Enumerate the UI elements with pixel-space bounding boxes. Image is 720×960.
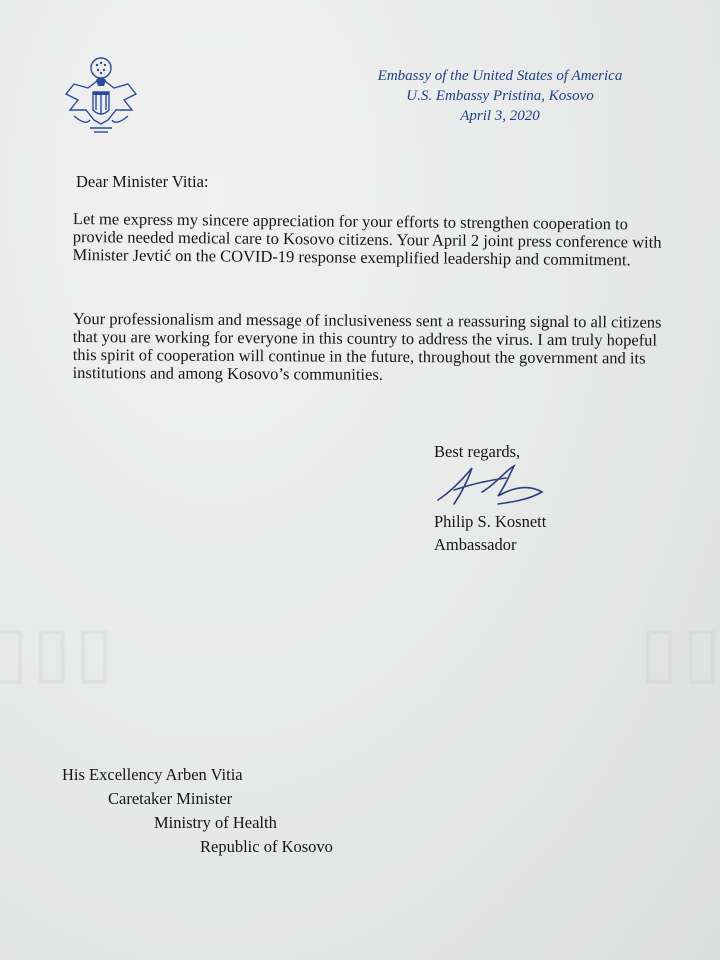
salutation: Dear Minister Vitia: xyxy=(76,172,209,191)
letterhead-embassy: Embassy of the United States of America xyxy=(377,68,623,84)
body-paragraph-1: Let me express my sincere appreciation for your efforts to strengthen cooperation to provide needed medical care to Kosovo citizens. Your April 2 joint press conference with Minister Jevtić on the COVID-19 response exemplified leadership and commitment. xyxy=(72,209,662,270)
recipient-country: Republic of Kosovo xyxy=(200,837,333,856)
signer-title: Ambassador xyxy=(434,535,517,554)
recipient-name: His Excellency Arben Vitia xyxy=(62,765,243,784)
letterhead-location: U.S. Embassy Pristina, Kosovo xyxy=(406,88,594,104)
watermark-right xyxy=(640,610,720,693)
letterhead xyxy=(330,66,670,126)
body-paragraph-2: Your professionalism and message of inclusiveness sent a reassuring signal to all citizens that you are working for everyone in this country to address the virus. I am truly hopeful this spirit of cooperation will continue in the future, throughout the government and its institutions and among Kosovo’s communities. xyxy=(72,309,662,384)
closing: Best regards, xyxy=(434,442,521,461)
watermark-left xyxy=(0,610,118,693)
recipient-title: Caretaker Minister xyxy=(108,789,233,808)
handwritten-signature xyxy=(432,462,552,512)
recipient-ministry: Ministry of Health xyxy=(154,813,277,832)
letter-date: April 3, 2020 xyxy=(460,108,540,124)
us-great-seal-icon xyxy=(60,54,142,136)
signer-name: Philip S. Kosnett xyxy=(434,512,547,531)
